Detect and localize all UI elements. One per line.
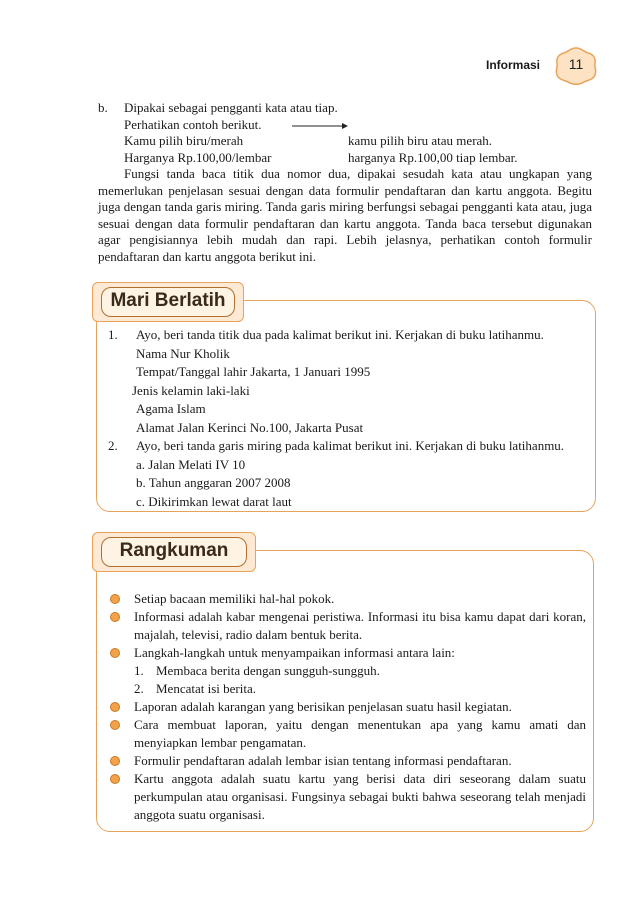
summary-item [108,608,586,644]
exercise-line: Jenis kelamin laki-laki [132,382,250,398]
page-number-badge [554,46,598,86]
example-right: kamu pilih biru atau merah. [348,133,493,148]
summary-text: Setiap bacaan memiliki hal-hal pokok. [134,591,335,606]
summary-step [108,662,586,680]
exercise-number: 1. [108,327,118,342]
summary-tab [92,532,256,572]
step-text: Mencatat isi berita. [156,681,256,696]
exercise-instruction: Ayo, beri tanda titik dua pada kalimat berikut ini. Kerjakan di buku latihanmu. [136,327,544,342]
item-label: b. [98,100,108,115]
bullet-dot-icon [110,612,120,622]
summary-text: Laporan adalah karangan yang berisikan penjelasan suatu hasil kegiatan. [134,699,512,714]
exercise-instruction: Ayo, beri tanda garis miring pada kalimat berikut ini. Kerjakan di buku latihanmu. [136,438,565,453]
exercise-line: Alamat Jalan Kerinci No.100, Jakarta Pusat [136,419,364,435]
bullet-dot-icon [110,720,120,730]
summary-text: Kartu anggota adalah suatu kartu yang berisi data diri seseorang dalam suatu perkumpulan atau organisasi. Fungsinya sebagai bukti bahwa seseorang telah menjadi anggota suatu organisasi. [134,771,586,822]
exercise-line: Tempat/Tanggal lahir Jakarta, 1 Januari 1995 [136,364,371,379]
item-text: Dipakai sebagai pengganti kata atau tiap. [124,100,338,115]
exercise-line: c. Dikirimkan lewat darat laut [136,493,292,509]
summary-item [108,698,586,716]
summary-step [108,680,586,698]
summary-item [108,644,586,662]
bullet-dot-icon [110,756,120,766]
summary-text: Informasi adalah kabar mengenai peristiwa. Informasi itu bisa kamu dapat dari koran, majalah, televisi, radio dalam bentuk berita. [134,609,586,642]
summary-text: Cara membuat laporan, yaitu dengan menentukan apa yang kamu amati dan menyiapkan lembar pengamatan. [134,717,586,750]
step-number: 2. [134,681,144,696]
intro-paragraph: Fungsi tanda baca titik dua nomor dua, dipakai sesudah kata atau ungkapan yang memerlukan penjelasan sesuai dengan data formulir pendaftaran dan kartu anggota. Begitu juga dengan tanda garis miring. Tanda garis miring berfungsi sebagai pengganti kata atau, juga sesuai dengan data formulir pendaftaran dan kartu anggota. Tanda baca tersebut digunakan agar pengisiannya lebih mudah dan rapi. Lebih jelasnya, perhatikan contoh formulir pendaftaran dan kartu anggota berikut ini. [98,166,592,264]
step-number: 1. [134,663,144,678]
exercise-line: Agama Islam [136,401,206,416]
bullet-dot-icon [110,702,120,712]
summary-text: Langkah-langkah untuk menyampaikan informasi antara lain: [134,645,455,660]
running-header: Informasi [485,58,540,72]
summary-item [108,752,586,770]
exercise-list [108,326,594,511]
summary-text: Formulir pendaftaran adalah lembar isian tentang informasi pendaftaran. [134,753,512,768]
example-intro: Perhatikan contoh berikut. [124,116,262,132]
arrow-right-icon [292,122,348,130]
exercise-line: a. Jalan Melati IV 10 [136,456,246,472]
summary-item [108,770,586,824]
page-number: 11 [568,56,584,72]
step-text: Membaca berita dengan sungguh-sungguh. [156,663,380,678]
intro-section [98,100,592,278]
bullet-dot-icon [110,648,120,658]
summary-title: Rangkuman [101,537,247,567]
bullet-dot-icon [110,774,120,784]
exercise-line: Nama Nur Kholik [136,345,230,361]
example-right: harganya Rp.100,00 tiap lembar. [348,149,518,165]
exercise-line: b. Tahun anggaran 2007 2008 [136,475,291,490]
example-left: Harganya Rp.100,00/lembar [124,149,272,165]
summary-list [108,590,586,824]
exercise-number: 2. [108,438,118,453]
example-left: Kamu pilih biru/merah [124,133,244,148]
summary-item [108,716,586,752]
summary-item [108,590,586,608]
exercise-title: Mari Berlatih [101,287,235,317]
bullet-dot-icon [110,594,120,604]
exercise-tab [92,282,244,322]
